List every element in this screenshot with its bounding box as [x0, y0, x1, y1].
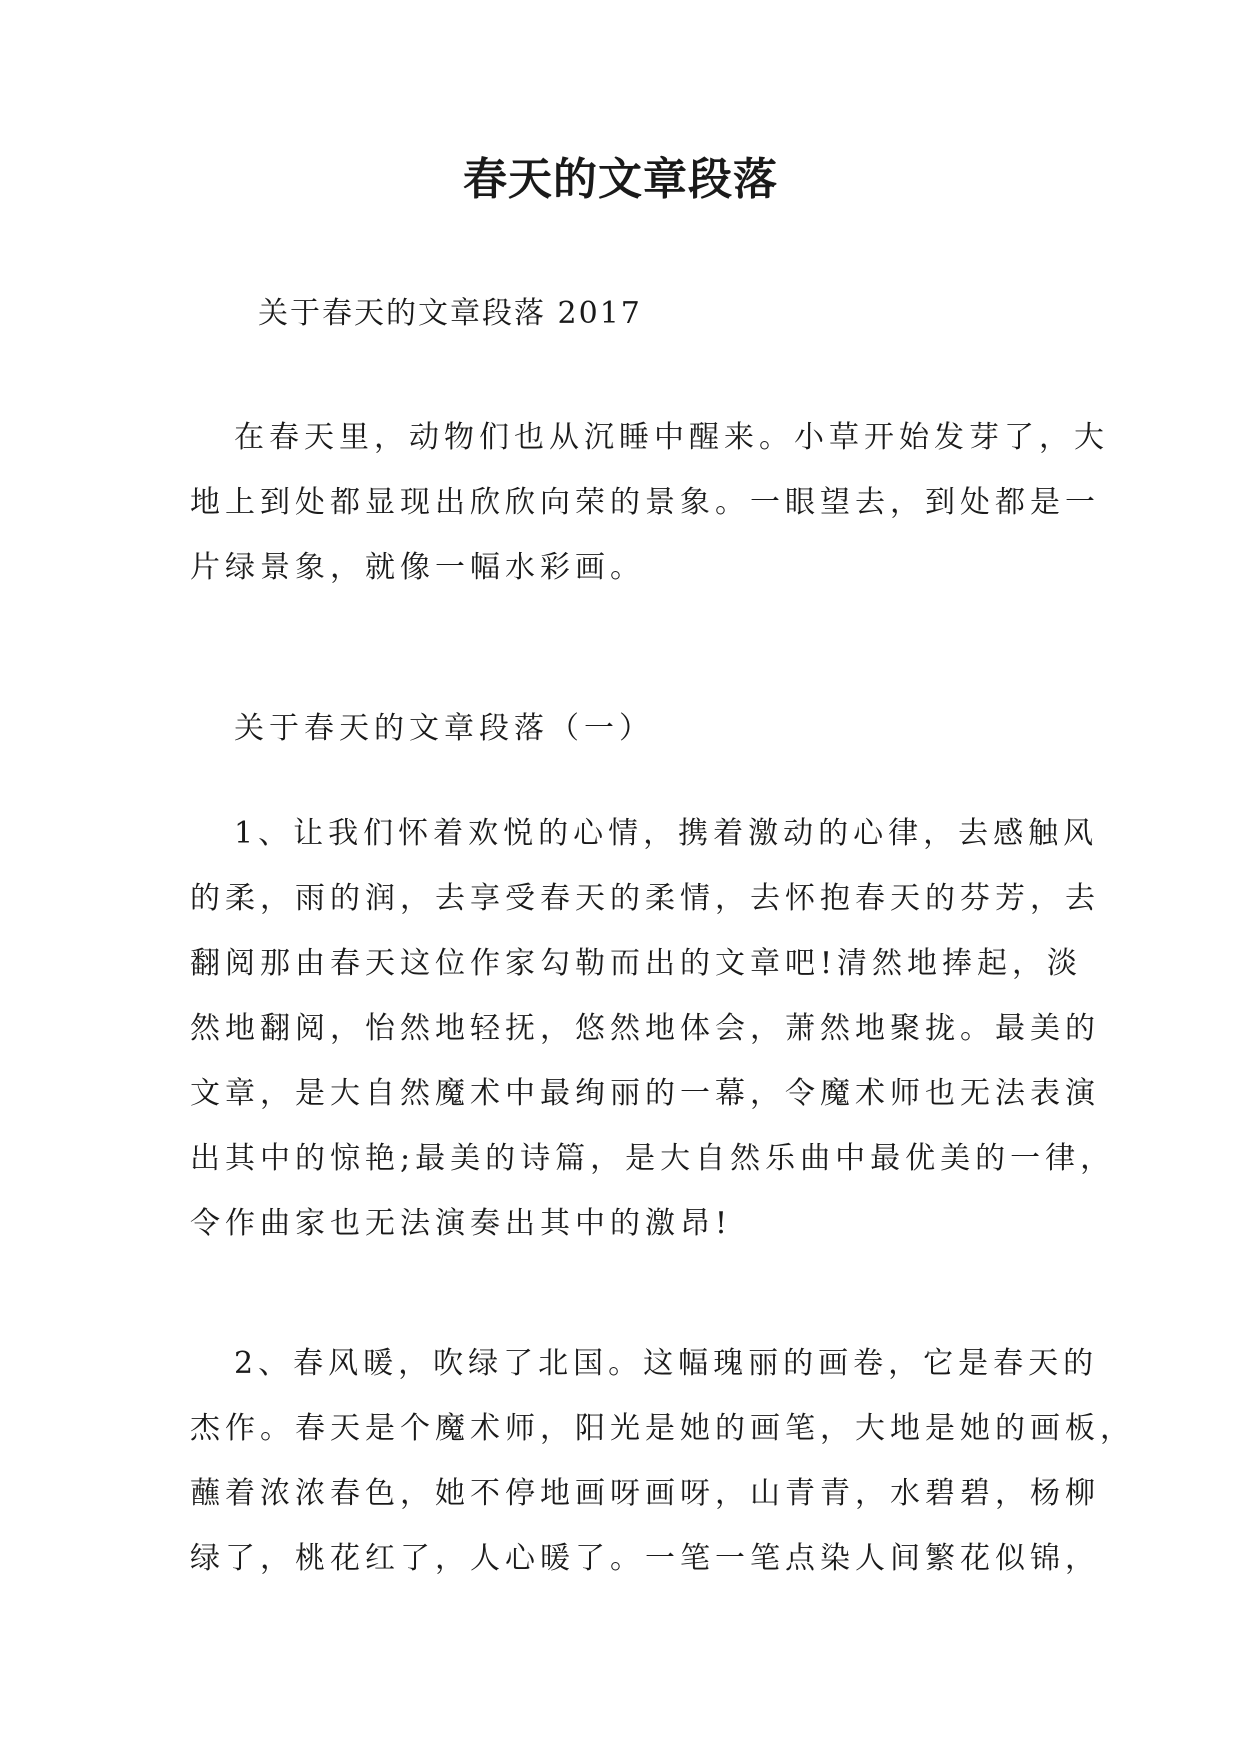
paragraph-line: 翻阅那由春天这位作家勾勒而出的文章吧!清然地捧起，淡: [190, 946, 1083, 981]
paragraph-1: [190, 801, 1116, 1256]
paragraph-line: 在春天里，动物们也从沉睡中醒来。小草开始发芽了，大: [234, 420, 1109, 455]
paragraph-line: 片绿景象，就像一幅水彩画。: [190, 550, 645, 585]
paragraph-line: 1、让我们怀着欢悦的心情，携着激动的心律，去感触风: [234, 816, 1099, 851]
paragraph-line: 文章，是大自然魔术中最绚丽的一幕，令魔术师也无法表演: [190, 1076, 1100, 1111]
paragraph-line: 的柔，雨的润，去享受春天的柔情，去怀抱春天的芬芳，去: [190, 881, 1100, 916]
section-heading-text: 关于春天的文章段落（一）: [234, 711, 654, 746]
document-subtitle: 关于春天的文章段落 2017: [258, 296, 642, 331]
paragraph-line: 绿了，桃花红了，人心暖了。一笔一笔点染人间繁花似锦，: [190, 1541, 1100, 1576]
paragraph-line: 杰作。春天是个魔术师，阳光是她的画笔，大地是她的画板，: [190, 1411, 1135, 1446]
document-title: 春天的文章段落: [463, 154, 778, 205]
paragraph-line: 蘸着浓浓春色，她不停地画呀画呀，山青青，水碧碧，杨柳: [190, 1476, 1100, 1511]
section-heading: [190, 696, 1060, 761]
paragraph-2: [190, 1331, 1135, 1591]
paragraph-line: 2、春风暖，吹绿了北国。这幅瑰丽的画卷，它是春天的: [234, 1346, 1099, 1381]
intro-paragraph: [190, 405, 1109, 600]
paragraph-line: 出其中的惊艳;最美的诗篇，是大自然乐曲中最优美的一律，: [190, 1141, 1116, 1176]
paragraph-line: 地上到处都显现出欣欣向荣的景象。一眼望去，到处都是一: [190, 485, 1100, 520]
paragraph-line: 然地翻阅，怡然地轻抚，悠然地体会，萧然地聚拢。最美的: [190, 1011, 1100, 1046]
paragraph-line: 令作曲家也无法演奏出其中的激昂!: [190, 1206, 733, 1241]
